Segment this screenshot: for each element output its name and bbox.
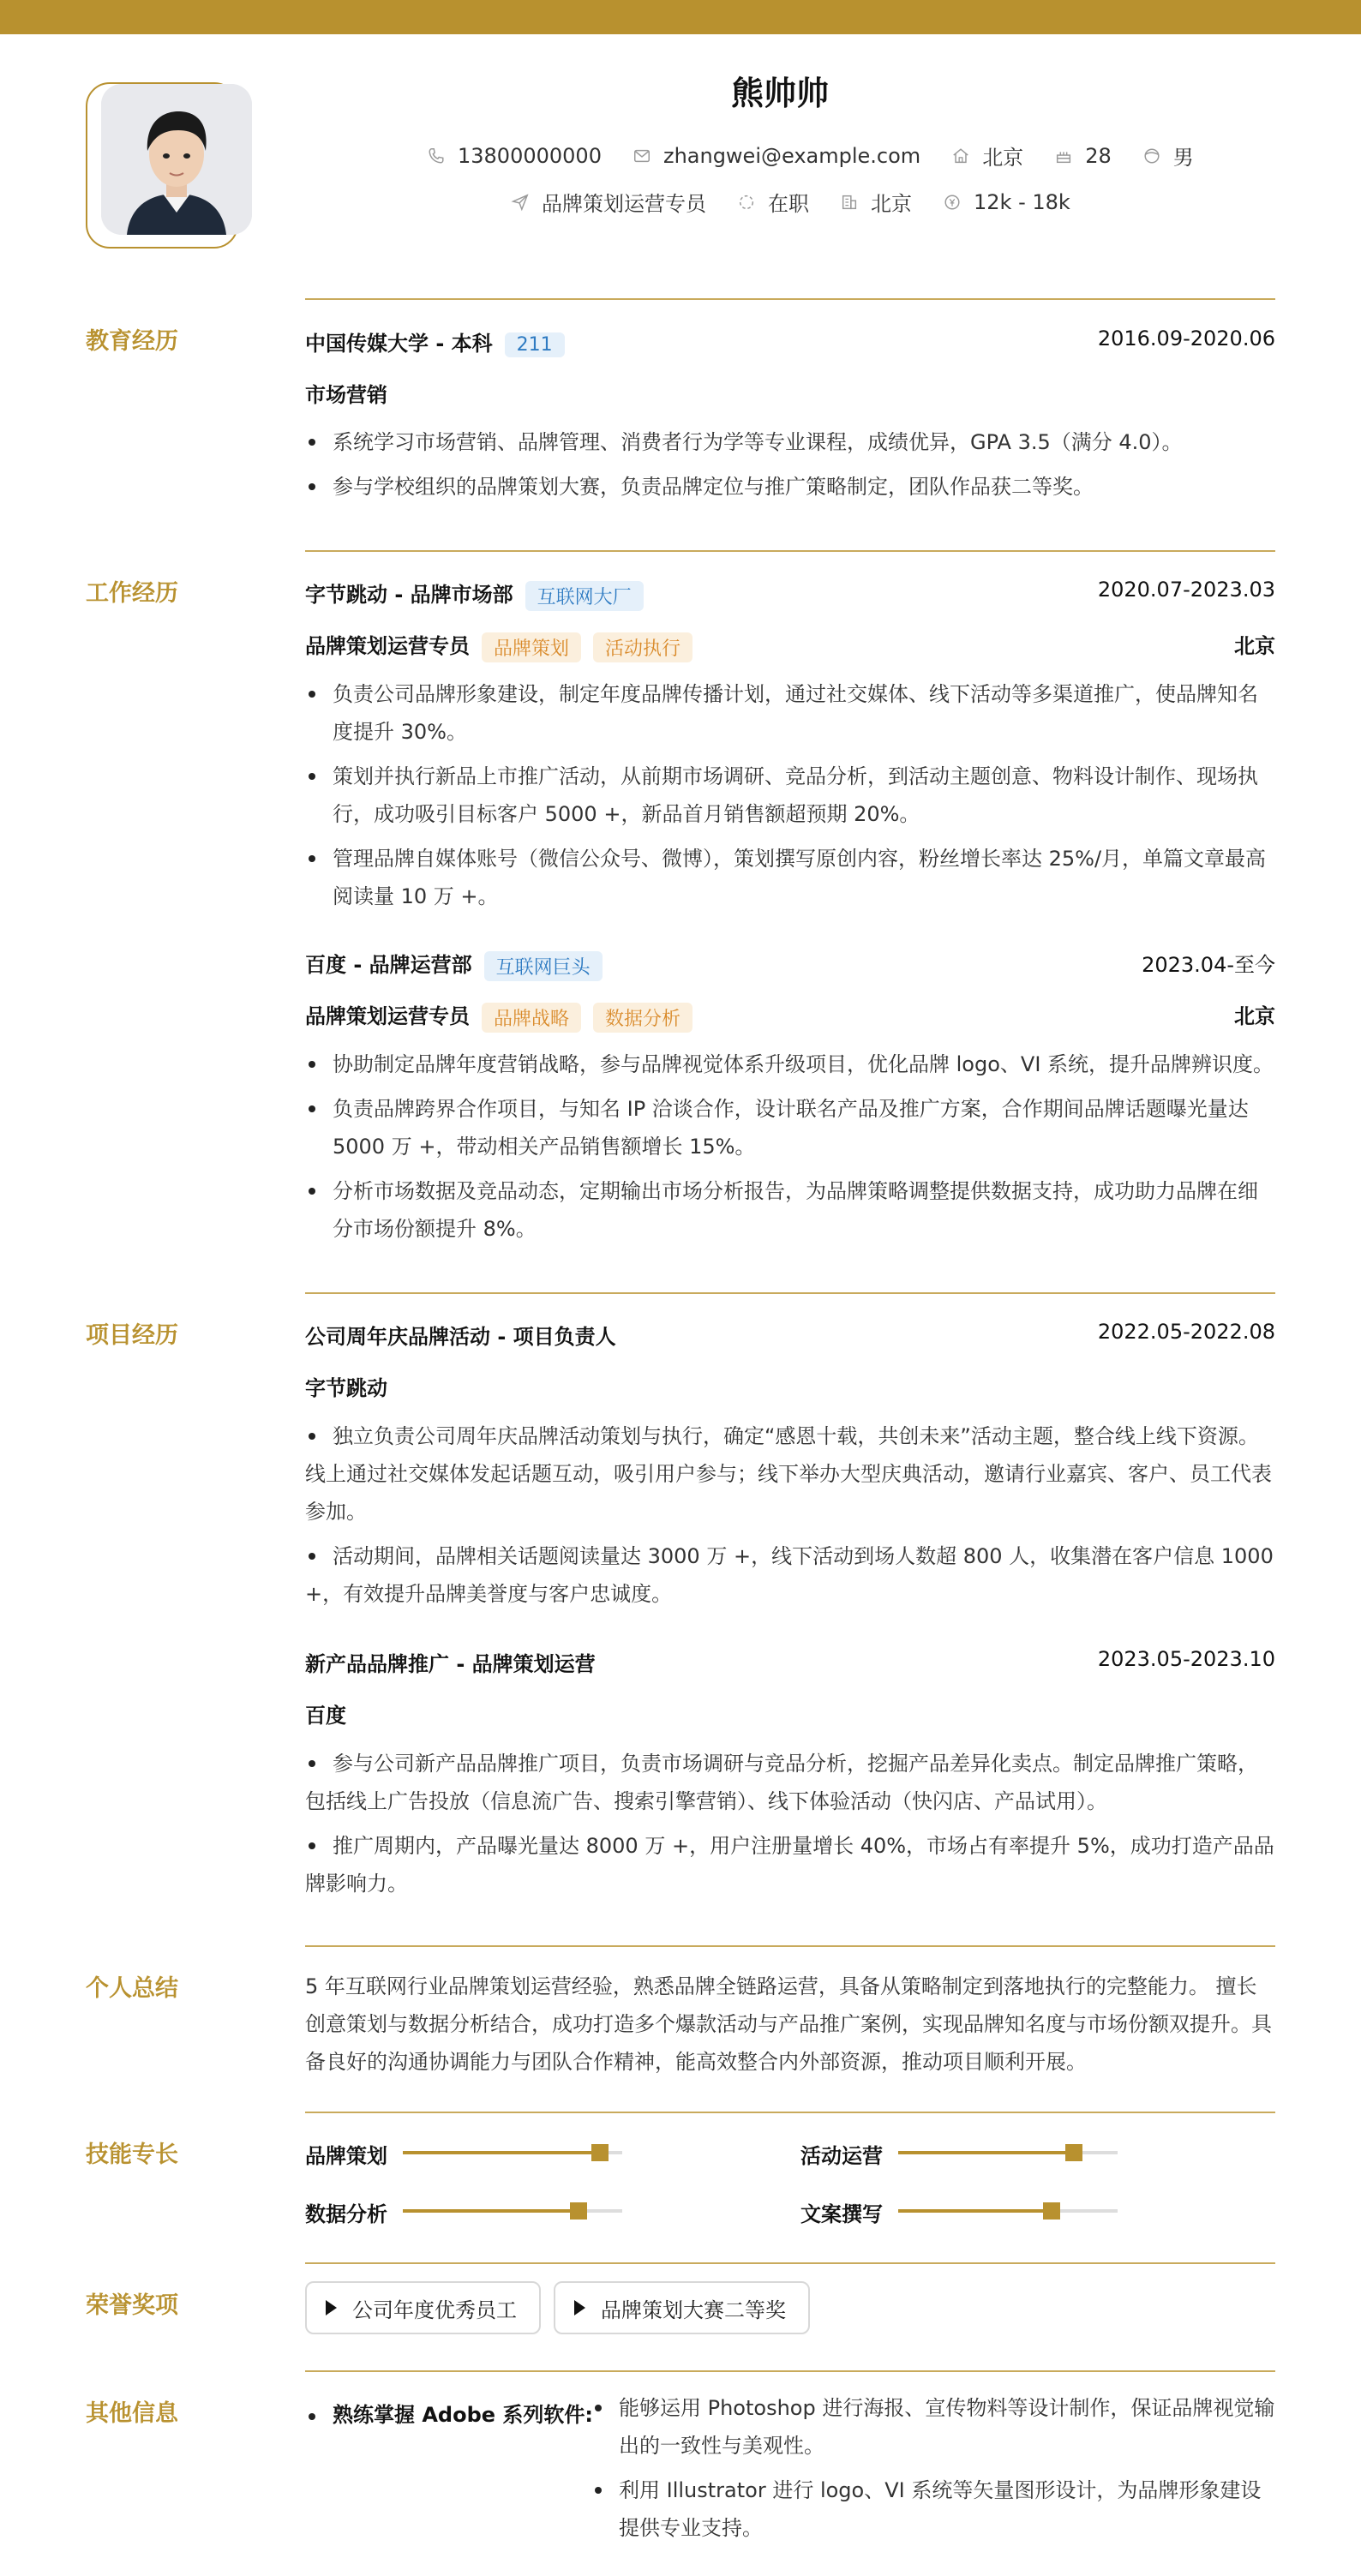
other-divider	[305, 2370, 1275, 2372]
education-date: 2016.09-2020.06	[1097, 326, 1275, 350]
skill-bar	[898, 2151, 1118, 2154]
gender-icon	[1142, 147, 1161, 165]
job-1-bullets	[305, 675, 1275, 922]
list-item: 系统学习市场营销、品牌管理、消费者行为学等专业课程，成绩优异，GPA 3.5（满分 4.0）。	[305, 423, 1275, 461]
skill-fill	[898, 2209, 1052, 2213]
job-1-company: 字节跳动 - 品牌市场部 互联网大厂	[305, 578, 644, 611]
skill-knob	[1065, 2144, 1082, 2161]
candidate-name: 熊帅帅	[730, 75, 829, 112]
skill-knob	[1043, 2202, 1060, 2220]
honor-badge: 公司年度优秀员工	[305, 2281, 541, 2334]
role-tag: 品牌战略	[482, 1003, 581, 1033]
summary-text: 5 年互联网行业品牌策划运营经验，熟悉品牌全链路运营，具备从策略制定到落地执行的完整能力。 擅长创意策划与数据分析结合，成功打造多个爆款活动与产品推广案例，实现品牌知名度与市场份额双提升。具备良好的沟通协调能力与团队合作精神，能高效整合内外部资源，推动项目顺利开展。	[305, 1974, 1272, 2074]
list-item: 分析市场数据及竞品动态，定期输出市场分析报告，为品牌策略调整提供数据支持，成功助力品牌在细分市场份额提升 8%。	[305, 1172, 1275, 1248]
list-item: 利用 Illustrator 进行 logo、VI 系统等矢量图形设计，为品牌形象建设提供专业支持。	[591, 2471, 1275, 2547]
project-1-org: 字节跳动	[305, 1376, 387, 1400]
work-section-title: 工作经历	[86, 580, 178, 607]
list-item: 独立负责公司周年庆品牌活动策划与执行，确定“感恩十载，共创未来”活动主题，整合线上线下资源。线上通过社交媒体发起话题互动，吸引用户参与；线下举办大型庆典活动，邀请行业嘉宾、客户、员工代表参加。	[305, 1417, 1275, 1531]
project-1-date: 2022.05-2022.08	[1097, 1320, 1275, 1344]
skill-name: 文案撰写	[800, 2202, 883, 2226]
job-2-company: 百度 - 品牌运营部 互联网巨头	[305, 948, 603, 981]
skill-bar	[403, 2209, 622, 2213]
phone-icon	[427, 147, 446, 165]
list-item: 协助制定品牌年度营销战略，参与品牌视觉体系升级项目，优化品牌 logo、VI 系统，提升品牌辨识度。	[305, 1045, 1275, 1083]
work-divider	[305, 550, 1275, 552]
education-section-title: 教育经历	[86, 328, 178, 355]
skill-bar	[898, 2209, 1118, 2213]
projects-section-title: 项目经历	[86, 1322, 178, 1349]
list-item: 活动期间，品牌相关话题阅读量达 3000 万 +，线下活动到场人数超 800 人，收集潜在客户信息 1000 +，有效提升品牌美誉度与客户忠诚度。	[305, 1537, 1275, 1613]
role-tag: 活动执行	[593, 632, 692, 662]
age-item: 28	[1054, 144, 1112, 168]
job-2-bullets	[305, 1045, 1275, 1255]
job-2-date: 2023.04-至今	[1142, 953, 1275, 977]
job-1-date: 2020.07-2023.03	[1097, 578, 1275, 602]
other-label: 熟练掌握 Adobe 系列软件:	[333, 2403, 594, 2427]
other-bullets	[591, 2389, 1275, 2554]
status-item: 在职	[737, 187, 809, 217]
salary-icon	[943, 193, 962, 212]
list-item: 策划并执行新品上市推广活动，从前期市场调研、竞品分析，到活动主题创意、物料设计制作、现场执行，成功吸引目标客户 5000 +，新品首月销售额超预期 20%。	[305, 758, 1275, 833]
city-item: 北京	[840, 187, 912, 217]
list-item: 负责公司品牌形象建设，制定年度品牌传播计划，通过社交媒体、线下活动等多渠道推广，使品牌知名度提升 30%。	[305, 675, 1275, 751]
skill-knob	[591, 2144, 609, 2161]
project-2-bullets	[305, 1745, 1275, 1909]
list-item: 管理品牌自媒体账号（微信公众号、微博），策划撰写原创内容，粉丝增长率达 25%/月，单篇文章最高阅读量 10 万 +。	[305, 840, 1275, 915]
skill-fill	[898, 2151, 1074, 2154]
send-icon	[511, 193, 530, 212]
skills-divider	[305, 2112, 1275, 2113]
list-item: 能够运用 Photoshop 进行海报、宣传物料等设计制作，保证品牌视觉输出的一致性与美观性。	[591, 2389, 1275, 2465]
project-2-date: 2023.05-2023.10	[1097, 1647, 1275, 1671]
projects-divider	[305, 1292, 1275, 1294]
skills-section-title: 技能专长	[86, 2142, 178, 2168]
skill-knob	[570, 2202, 587, 2220]
other-section-title: 其他信息	[86, 2400, 178, 2427]
skill-fill	[403, 2209, 579, 2213]
honor-badge: 品牌策划大赛二等奖	[554, 2281, 810, 2334]
salary-item: 12k - 18k	[943, 190, 1070, 214]
play-icon	[326, 2300, 337, 2315]
list-item: 参与学校组织的品牌策划大赛，负责品牌定位与推广策略制定，团队作品获二等奖。	[305, 468, 1275, 506]
project-2-name: 新产品品牌推广 - 品牌策划运营	[305, 1652, 596, 1676]
honors-section-title: 荣誉奖项	[86, 2292, 178, 2319]
gender-item: 男	[1142, 141, 1194, 171]
list-item: 负责品牌跨界合作项目，与知名 IP 洽谈合作，设计联名产品及推广方案，合作期间品牌话题曝光量达 5000 万 +，带动相关产品销售额增长 15%。	[305, 1090, 1275, 1165]
cake-icon	[1054, 147, 1073, 165]
role-tag: 品牌策划	[482, 632, 581, 662]
job-1-role: 品牌策划运营专员 品牌策划 活动执行	[305, 629, 692, 662]
list-bullet	[309, 2413, 315, 2420]
email-item: zhangwei@example.com	[633, 144, 920, 168]
company-tag: 互联网巨头	[484, 951, 603, 981]
job-2-location: 北京	[1234, 1004, 1275, 1028]
project-1-name: 公司周年庆品牌活动 - 项目负责人	[305, 1325, 616, 1349]
summary-divider	[305, 1945, 1275, 1947]
list-item: 推广周期内，产品曝光量达 8000 万 +，用户注册量增长 40%，市场占有率提升 5%，成功打造产品品牌影响力。	[305, 1827, 1275, 1902]
education-bullets	[305, 423, 1275, 512]
position-item: 品牌策划运营专员	[511, 187, 706, 217]
mail-icon	[633, 147, 651, 165]
skill-name: 数据分析	[305, 2202, 387, 2226]
hometown-item: 北京	[951, 141, 1023, 171]
job-2-role: 品牌策划运营专员 品牌战略 数据分析	[305, 999, 692, 1033]
skill-fill	[403, 2151, 600, 2154]
status-icon	[737, 193, 756, 212]
home-icon	[951, 147, 970, 165]
skill-name: 活动运营	[800, 2144, 883, 2168]
contact-row	[427, 141, 1225, 171]
project-1-bullets	[305, 1417, 1275, 1620]
play-icon	[574, 2300, 585, 2315]
role-tag: 数据分析	[593, 1003, 692, 1033]
job-intent-row	[511, 187, 1101, 217]
phone-item: 13800000000	[427, 144, 602, 168]
top-accent-bar	[0, 0, 1361, 34]
education-divider	[305, 298, 1275, 300]
skill-bar	[403, 2151, 622, 2154]
summary-section-title: 个人总结	[86, 1975, 178, 2002]
school-tag: 211	[505, 332, 565, 357]
company-tag: 互联网大厂	[525, 581, 644, 611]
list-item: 参与公司新产品品牌推广项目，负责市场调研与竞品分析，挖掘产品差异化卖点。制定品牌推广策略，包括线上广告投放（信息流广告、搜索引擎营销）、线下体验活动（快闪店、产品试用）。	[305, 1745, 1275, 1820]
education-school: 中国传媒大学 - 本科 211	[305, 326, 565, 357]
honors-divider	[305, 2262, 1275, 2264]
skill-name: 品牌策划	[305, 2144, 387, 2168]
project-2-org: 百度	[305, 1704, 346, 1728]
job-1-location: 北京	[1234, 634, 1275, 658]
education-major: 市场营销	[305, 383, 387, 407]
building-icon	[840, 193, 859, 212]
